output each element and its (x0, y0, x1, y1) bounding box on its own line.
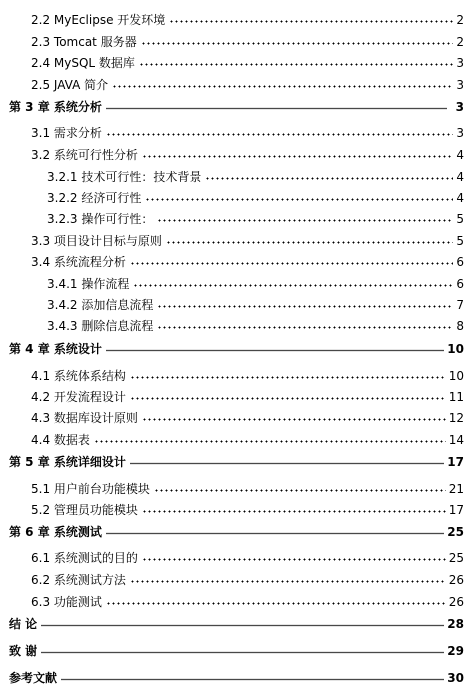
toc-entry-2-3 (31, 35, 464, 49)
toc-chapter-page: 28 (447, 617, 464, 631)
toc-chapter-label: 结 论 (9, 617, 38, 631)
dot-leader (106, 602, 446, 605)
dot-leader (61, 678, 444, 681)
dot-leader (142, 558, 446, 561)
toc-entry-3-4-2 (47, 298, 464, 312)
toc-chapter-label: 参考文献 (9, 671, 58, 685)
dot-leader (130, 462, 444, 465)
toc-entry-label: 3.4.3 删除信息流程 (47, 319, 154, 333)
toc-entry-page: 26 (448, 595, 464, 609)
dot-leader (133, 284, 453, 287)
toc-chapter-page: 30 (447, 671, 464, 685)
dot-leader (157, 326, 453, 329)
toc-entry-page: 11 (448, 390, 464, 404)
dot-leader (106, 349, 444, 352)
toc-chapter-label: 第 3 章 系统分析 (9, 100, 102, 114)
toc-entry-4-1 (31, 369, 464, 383)
toc-entry-2-5 (31, 78, 464, 92)
toc-acknowledgements (9, 644, 464, 658)
dot-leader (139, 63, 453, 66)
toc-chapter-page: 17 (447, 455, 464, 469)
toc-entry-label: 4.1 系统体系结构 (31, 369, 126, 383)
toc-entry-page: 3 (456, 126, 464, 140)
toc-entry-page: 6 (456, 277, 464, 291)
dot-leader (154, 489, 446, 492)
dot-leader (94, 440, 446, 443)
dot-leader (41, 624, 444, 627)
toc-entry-label: 3.3 项目设计目标与原则 (31, 234, 162, 248)
toc-entry-label: 3.1 需求分析 (31, 126, 102, 140)
toc-entry-6-2 (31, 573, 464, 587)
toc-entry-page: 26 (448, 573, 464, 587)
toc-entry-page: 5 (456, 212, 464, 226)
dot-leader (130, 580, 446, 583)
toc-entry-3-4-3 (47, 319, 464, 333)
toc-entry-4-4 (31, 433, 464, 447)
toc-entry-2-4 (31, 56, 464, 70)
toc-entry-label: 6.1 系统测试的目的 (31, 551, 138, 565)
dot-leader (112, 85, 453, 88)
toc-entry-page: 7 (456, 298, 464, 312)
toc-entry-label: 2.3 Tomcat 服务器 (31, 35, 137, 49)
toc-entry-page: 4 (456, 170, 464, 184)
dot-leader (106, 532, 444, 535)
toc-entry-label: 5.1 用户前台功能模块 (31, 482, 150, 496)
toc-chapter-label: 第 5 章 系统详细设计 (9, 455, 126, 469)
toc-entry-3-4-1 (47, 277, 464, 291)
toc-chapter-page: 29 (447, 644, 464, 658)
toc-entry-page: 3 (456, 56, 464, 70)
toc-entry-label: 6.2 系统测试方法 (31, 573, 126, 587)
toc-entry-label: 2.5 JAVA 简介 (31, 78, 109, 92)
dot-leader (106, 107, 447, 110)
dot-leader (145, 198, 453, 201)
toc-entry-label: 3.2.1 技术可行性：技术背景 (47, 170, 202, 184)
toc-entry-3-2-2 (47, 191, 464, 205)
dot-leader (130, 262, 453, 265)
toc-entry-page: 4 (456, 148, 464, 162)
toc-entry-3-2 (31, 148, 464, 162)
toc-entry-page: 2 (456, 13, 464, 27)
dot-leader (142, 418, 446, 421)
toc-entry-4-3 (31, 411, 464, 425)
toc-entry-label: 3.4.2 添加信息流程 (47, 298, 154, 312)
toc-entry-page: 25 (448, 551, 464, 565)
toc-entry-label: 2.4 MySQL 数据库 (31, 56, 135, 70)
toc-entry-label: 3.2.2 经济可行性 (47, 191, 142, 205)
toc-entry-4-2 (31, 390, 464, 404)
toc-entry-page: 6 (456, 255, 464, 269)
dot-leader (142, 155, 453, 158)
toc-entry-6-1 (31, 551, 464, 565)
dot-leader (141, 42, 453, 45)
toc-entry-label: 3.2 系统可行性分析 (31, 148, 138, 162)
toc-entry-label: 6.3 功能测试 (31, 595, 102, 609)
dot-leader (41, 651, 444, 654)
toc-entry-label: 3.2.3 操作可行性： (47, 212, 154, 226)
toc-chapter-page: 3 (455, 100, 464, 114)
toc-entry-label: 4.3 数据库设计原则 (31, 411, 138, 425)
toc-chapter-label: 第 6 章 系统测试 (9, 525, 102, 539)
toc-conclusion (9, 617, 464, 631)
toc-entry-5-1 (31, 482, 464, 496)
toc-chapter-label: 第 4 章 系统设计 (9, 342, 102, 356)
toc-entry-page: 5 (456, 234, 464, 248)
toc-chapter-label: 致 谢 (9, 644, 38, 658)
dot-leader (169, 20, 453, 23)
toc-entry-page: 3 (456, 78, 464, 92)
dot-leader (166, 241, 453, 244)
toc-entry-3-4 (31, 255, 464, 269)
dot-leader (205, 177, 453, 180)
toc-entry-2-2 (31, 13, 464, 27)
toc-entry-page: 12 (448, 411, 464, 425)
toc-entry-page: 2 (456, 35, 464, 49)
toc-entry-page: 17 (448, 503, 464, 517)
toc-entry-label: 4.4 数据表 (31, 433, 90, 447)
toc-chapter-page: 25 (447, 525, 464, 539)
dot-leader (142, 510, 446, 513)
toc-chapter-page: 10 (447, 342, 464, 356)
toc-entry-label: 4.2 开发流程设计 (31, 390, 126, 404)
toc-entry-page: 14 (448, 433, 464, 447)
toc-entry-page: 4 (456, 191, 464, 205)
toc-entry-6-3 (31, 595, 464, 609)
toc-chapter-6 (9, 525, 464, 539)
toc-chapter-5 (9, 455, 464, 469)
dot-leader (157, 305, 453, 308)
dot-leader (106, 133, 453, 136)
toc-entry-label: 3.4.1 操作流程 (47, 277, 130, 291)
toc-chapter-3 (9, 100, 464, 114)
toc-entry-3-2-3 (47, 212, 464, 226)
toc-entry-page: 10 (448, 369, 464, 383)
toc-chapter-4 (9, 342, 464, 356)
toc-entry-3-1 (31, 126, 464, 140)
toc-entry-page: 8 (456, 319, 464, 333)
toc-entry-label: 2.2 MyEclipse 开发环境 (31, 13, 166, 27)
toc-entry-3-3 (31, 234, 464, 248)
dot-leader (130, 397, 446, 400)
toc-entry-5-2 (31, 503, 464, 517)
toc-references (9, 671, 464, 685)
dot-leader (130, 376, 446, 379)
toc-entry-label: 5.2 管理员功能模块 (31, 503, 138, 517)
toc-entry-label: 3.4 系统流程分析 (31, 255, 126, 269)
dot-leader (157, 219, 453, 222)
toc-entry-3-2-1 (47, 170, 464, 184)
toc-entry-page: 21 (448, 482, 464, 496)
